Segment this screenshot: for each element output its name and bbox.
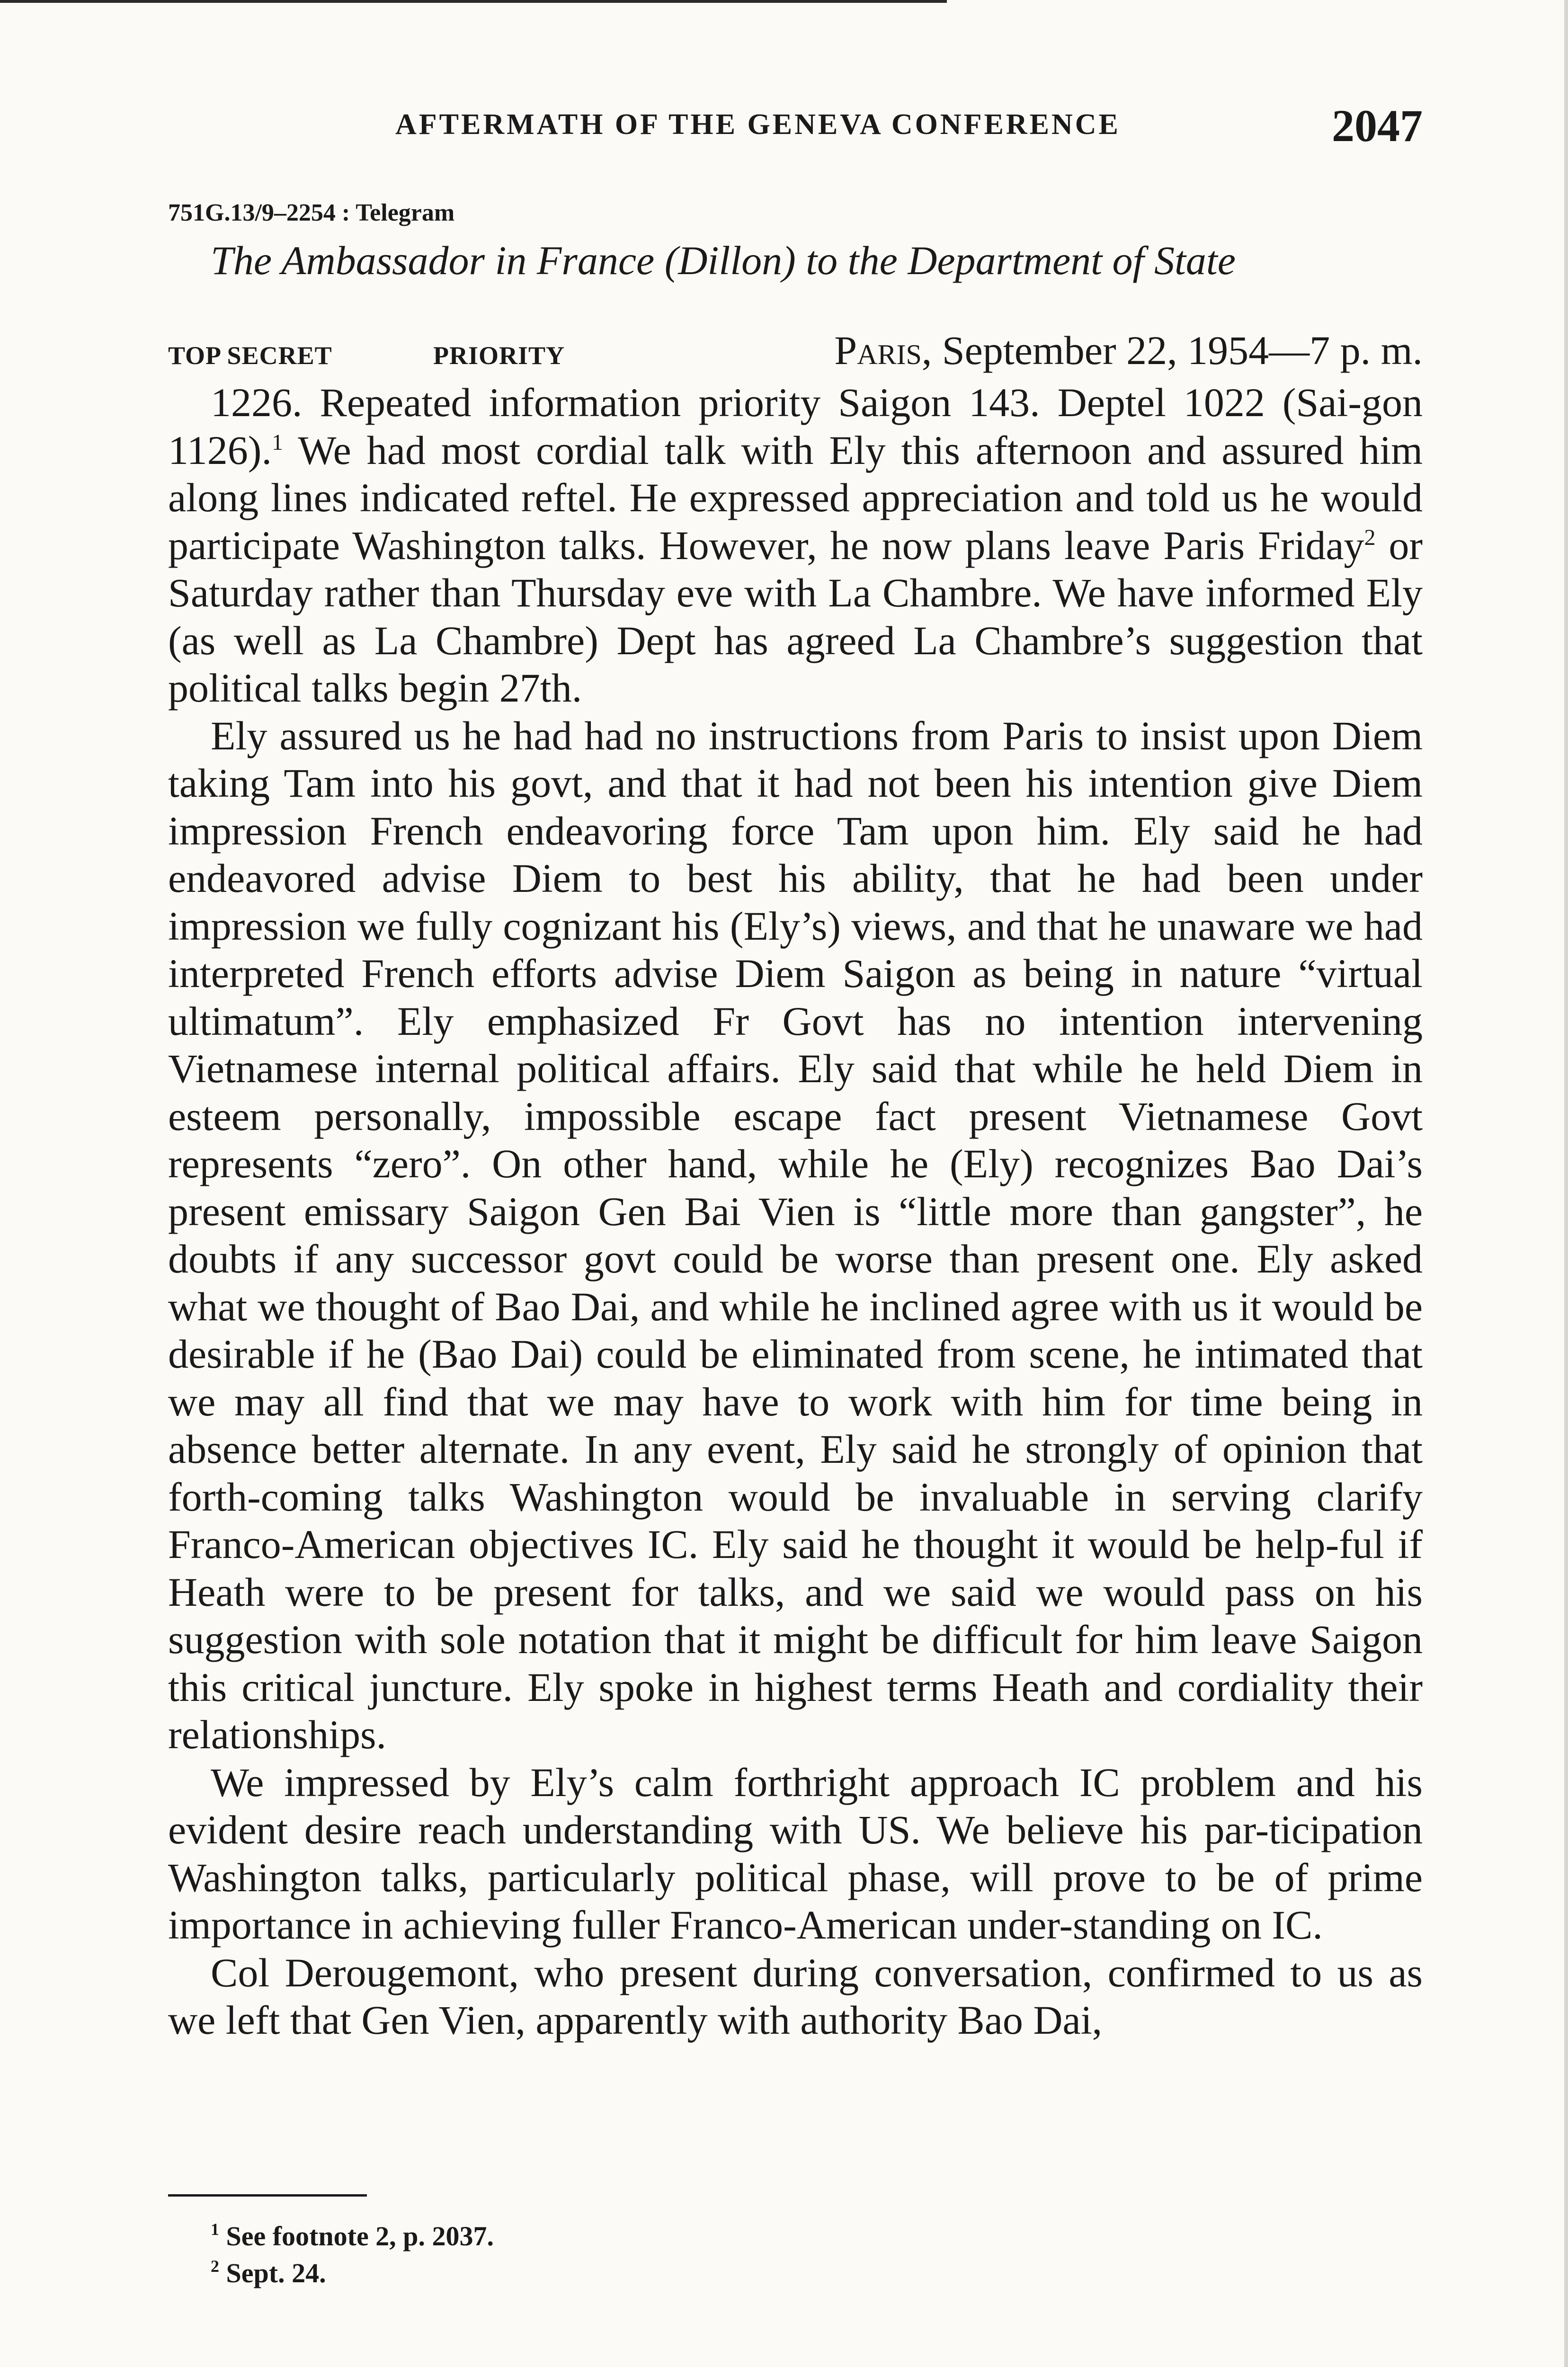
paragraph-2: Ely assured us he had had no instructions from Paris to insist upon Diem taking Tam into his govt, and that it had not been his intention give Diem impression French endeavoring force Tam upon him. Ely said he had endeavored advise Diem to best his ability, that he had been under impression we fully cognizant his (Ely’s) views, and that he unaware we had interpreted French efforts advise Diem Saigon as being in nature “virtual ultimatum”. Ely emphasized Fr Govt has no intention intervening Vietnamese internal political affairs. Ely said that while he held Diem in esteem personally, impossible escape fact present Vietnamese Govt represents “zero”. On other hand, while he (Ely) recognizes Bao Dai’s present emissary Saigon Gen Bai Vien is “little more than gangster”, he doubts if any successor govt could be worse than present one. Ely asked what we thought of Bao Dai, and while he inclined agree with us it would be desirable if he (Bao Dai) could be eliminated from scene, he intimated that we may all find that we may have to work with him for time being in absence better alternate. In any event, Ely said he strongly of opinion that forth-coming talks Washington would be invaluable in serving clarify Franco-American objectives IC. Ely said he thought it would be help-ful if Heath were to be present for talks, and we said we would pass on his suggestion with sole notation that it might be difficult for him leave Saigon this critical juncture. Ely spoke in highest terms Heath and cordiality their relationships. — [168, 712, 1423, 1757]
paragraph-1-text-a: 1226. Repeated information priority Saigon 143. Deptel 1022 (Sai-gon 1126). — [168, 380, 1423, 473]
telegram-body — [168, 379, 1423, 2044]
footnote-2-text: Sept. 24. — [219, 2258, 326, 2288]
scan-right-edge — [1564, 0, 1568, 2367]
footnote-divider — [168, 2194, 367, 2197]
running-head — [168, 95, 1423, 151]
paragraph-1 — [168, 379, 1423, 712]
telegram-header-line — [168, 327, 1423, 374]
footnote-1-text: See footnote 2, p. 2037. — [219, 2221, 494, 2251]
paragraph-1-text-c: or Saturday rather than Thursday eve with La Chambre. We have informed Ely (as well as La Chambre) Dept has agreed La Chambre’s suggestion that political talks begin 27th. — [168, 522, 1423, 711]
paragraph-3: We impressed by Ely’s calm forthright approach IC problem and his evident desire reach understanding with US. We believe his par-ticipation Washington talks, particularly political phase, will prove to be of prime importance in achieving fuller Franco-American under-standing on IC. — [168, 1759, 1423, 1948]
page-number: 2047 — [1332, 100, 1423, 151]
footnote-1 — [211, 2218, 494, 2255]
place-and-date — [834, 327, 1423, 374]
document-title: The Ambassador in France (Dillon) to the Department of State — [211, 238, 1236, 283]
priority-label: PRIORITY — [433, 341, 565, 370]
document-file-number: 751G.13/9–2254 : Telegram — [168, 199, 455, 226]
footnote-ref-1: 1 — [271, 429, 283, 455]
footnote-2 — [211, 2255, 494, 2292]
document-page — [168, 0, 1423, 2367]
footnote-ref-2: 2 — [1364, 525, 1376, 550]
date-time: , September 22, 1954—7 p. m. — [921, 328, 1423, 373]
running-title: AFTERMATH OF THE GENEVA CONFERENCE — [395, 108, 1121, 141]
place-name: Paris — [834, 328, 922, 373]
footnote-2-mark: 2 — [211, 2257, 219, 2276]
footnote-1-mark: 1 — [211, 2220, 219, 2239]
classification-label: TOP SECRET — [168, 341, 332, 370]
footnotes — [211, 2218, 494, 2292]
paragraph-1-text-b: We had most cordial talk with Ely this afternoon and assured him along lines indicated reftel. He expressed appreciation and told us he would participate Washington talks. However, he now plans leave Paris Friday — [168, 427, 1423, 568]
paragraph-4: Col Derougemont, who present during conversation, confirmed to us as we left that Gen Vien, apparently with authority Bao Dai, — [168, 1949, 1423, 2043]
